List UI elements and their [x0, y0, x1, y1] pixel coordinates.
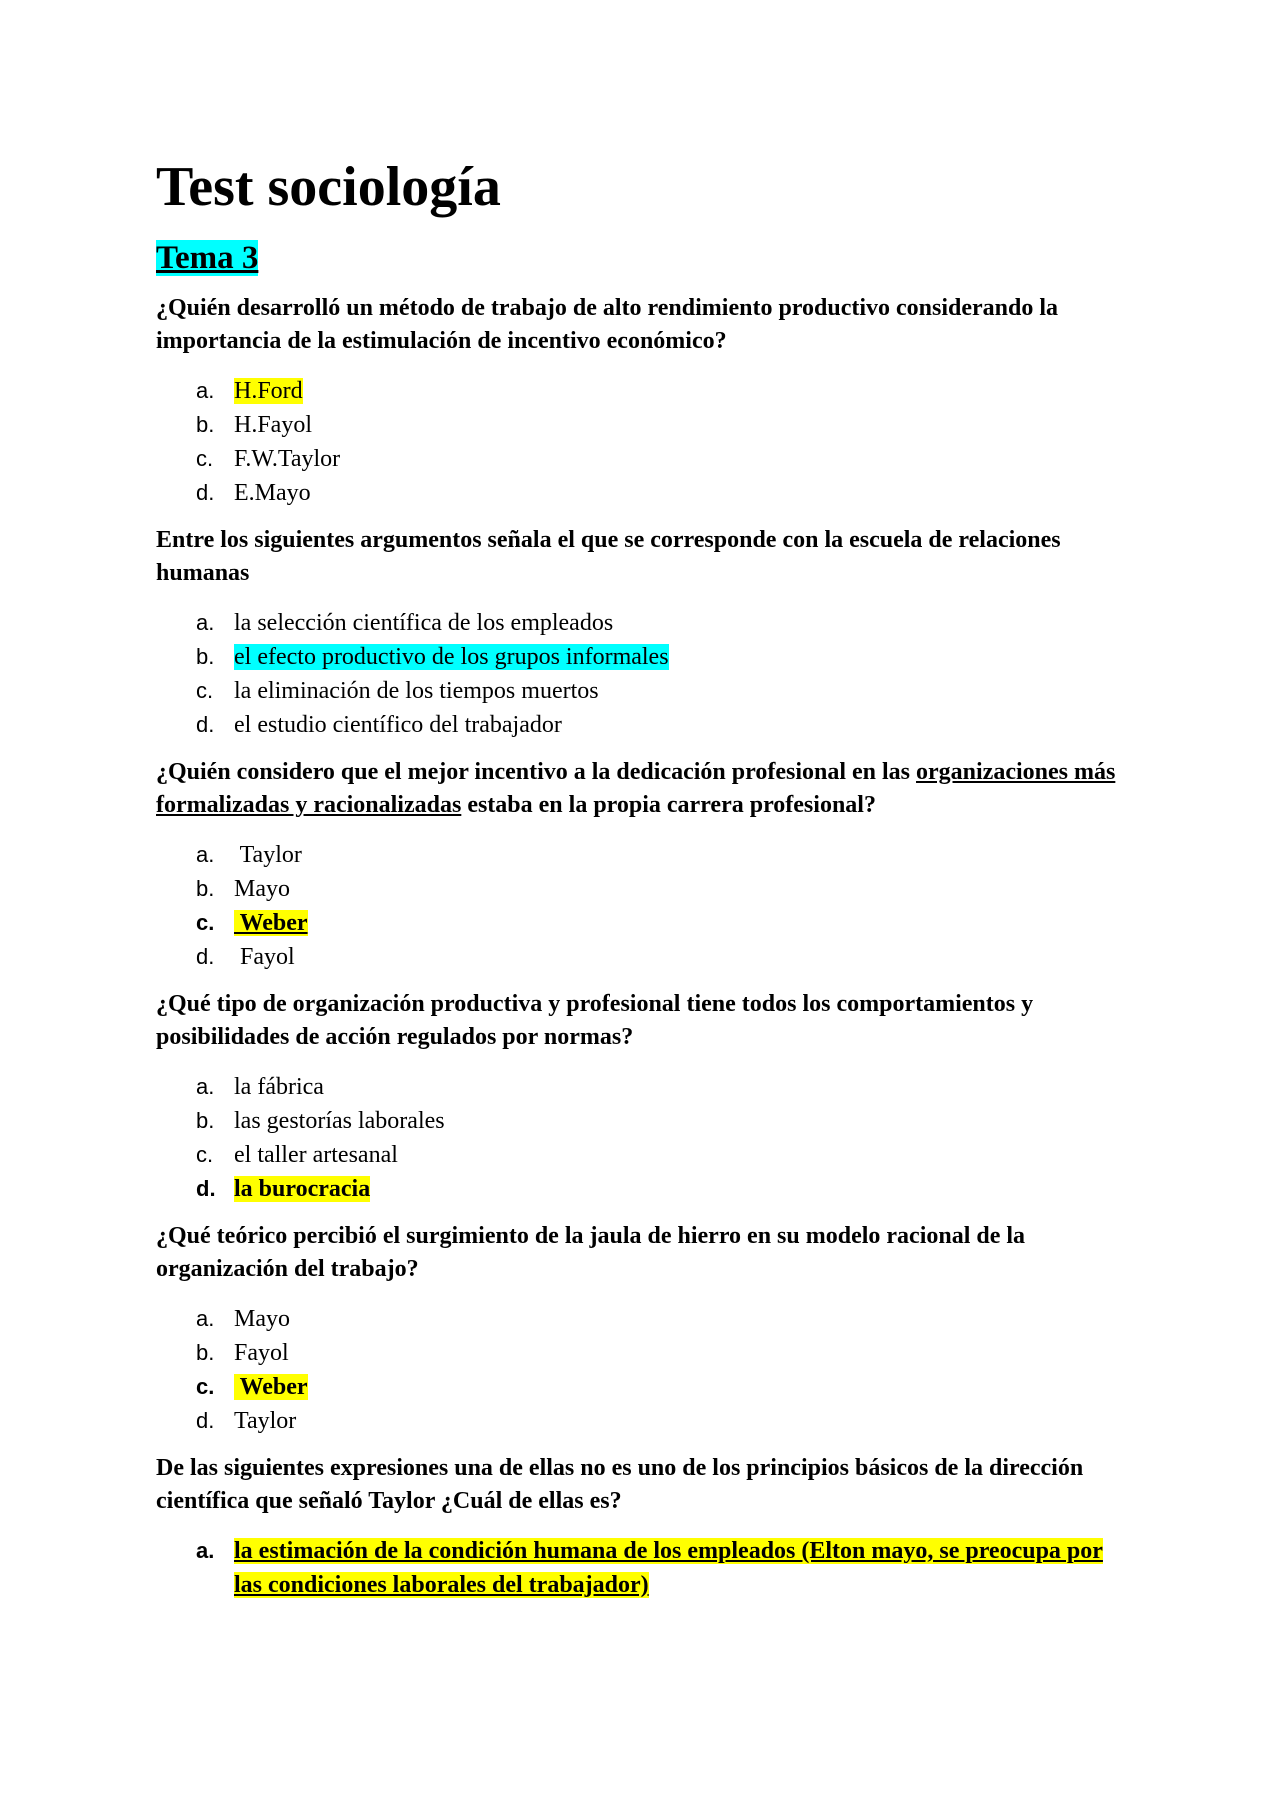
answer-3a [156, 838, 1136, 872]
document-page [156, 150, 1136, 1602]
answer-2a [156, 606, 1136, 640]
question-6: De las siguientes expresiones una de ellas no es uno de los principios básicos de la dirección científica que señaló Taylor ¿Cuál de ellas es? [156, 1455, 1084, 1514]
answer-text: E.Mayo [234, 480, 311, 506]
question-text: ¿Quién considero que el mejor incentivo a la dedicación profesional en las [156, 759, 917, 785]
answer-2d [156, 708, 1136, 742]
answer-5a [156, 1302, 1136, 1336]
answer-3d [156, 940, 1136, 974]
answer-text: Fayol [234, 944, 295, 970]
answer-text: Taylor [234, 842, 302, 868]
answer-text: H.Fayol [234, 412, 312, 438]
answer-text: F.W.Taylor [234, 446, 341, 472]
answer-6a [156, 1534, 1136, 1602]
answer-text: las gestorías laborales [234, 1108, 445, 1134]
answer-3b [156, 872, 1136, 906]
answer-marker: b. [196, 1340, 215, 1365]
answer-marker: a. [196, 1306, 215, 1331]
answer-text: Taylor [234, 1408, 297, 1434]
answer-text: el taller artesanal [234, 1142, 398, 1168]
answer-marker: a. [196, 378, 215, 403]
answer-text: la estimación de la condición humana de los empleados (Elton mayo, se preocupa por las condiciones laborales del trabajador) [234, 1538, 1103, 1598]
answer-2b [156, 640, 1136, 674]
answer-list-4 [156, 1070, 1136, 1206]
answer-1a [156, 374, 1136, 408]
answer-marker: c. [196, 910, 215, 935]
answer-4d [156, 1172, 1136, 1206]
answer-marker: d. [196, 1408, 215, 1433]
answer-text: H.Ford [234, 378, 303, 404]
question-text: estaba en la propia carrera profesional? [461, 792, 876, 818]
answer-text: Weber [234, 910, 308, 936]
question-text-underlined: organizaciones más formalizadas y racionalizadas [156, 759, 1116, 818]
answer-marker: b. [196, 644, 215, 669]
answer-marker: a. [196, 610, 215, 635]
answer-text: la selección científica de los empleados [234, 610, 614, 636]
answer-list-6 [156, 1534, 1136, 1602]
answer-5d [156, 1404, 1136, 1438]
answer-marker: b. [196, 876, 215, 901]
answer-marker: c. [196, 1374, 215, 1399]
answer-marker: c. [196, 1142, 214, 1167]
question-1: ¿Quién desarrolló un método de trabajo de alto rendimiento productivo considerando la importancia de la estimulación de incentivo económico? [156, 295, 1059, 354]
answer-text: Weber [234, 1374, 308, 1400]
answer-marker: d. [196, 944, 215, 969]
answer-marker: b. [196, 1108, 215, 1133]
question-3 [156, 756, 1136, 822]
answer-text: la fábrica [234, 1074, 324, 1100]
answer-list-3 [156, 838, 1136, 974]
question-4: ¿Qué tipo de organización productiva y profesional tiene todos los comportamientos y posibilidades de acción regulados por normas? [156, 991, 1034, 1050]
answer-text: Fayol [234, 1340, 289, 1366]
question-2: Entre los siguientes argumentos señala el que se corresponde con la escuela de relaciones humanas [156, 527, 1061, 586]
section-heading [156, 238, 1136, 278]
answer-list-5 [156, 1302, 1136, 1438]
answer-list-2 [156, 606, 1136, 742]
answer-5c [156, 1370, 1136, 1404]
answer-4b [156, 1104, 1136, 1138]
answer-marker: a. [196, 1074, 215, 1099]
answer-marker: c. [196, 678, 214, 703]
answer-text: Mayo [234, 1306, 290, 1332]
answer-1d [156, 476, 1136, 510]
answer-marker: a. [196, 1538, 215, 1563]
answer-marker: c. [196, 446, 214, 471]
question-5: ¿Qué teórico percibió el surgimiento de la jaula de hierro en su modelo racional de la organización del trabajo? [156, 1223, 1026, 1282]
section-heading-text: Tema 3 [156, 240, 259, 276]
answer-marker: d. [196, 1176, 216, 1201]
answer-text: el efecto productivo de los grupos informales [234, 644, 669, 670]
answer-4c [156, 1138, 1136, 1172]
answer-text: el estudio científico del trabajador [234, 712, 562, 738]
answer-3c [156, 906, 1136, 940]
answer-list-1 [156, 374, 1136, 510]
answer-marker: d. [196, 480, 215, 505]
answer-marker: a. [196, 842, 215, 867]
answer-marker: b. [196, 412, 215, 437]
answer-text: la eliminación de los tiempos muertos [234, 678, 599, 704]
answer-text: la burocracia [234, 1176, 371, 1202]
document-title: Test sociología [156, 156, 501, 218]
answer-text: Mayo [234, 876, 290, 902]
answer-4a [156, 1070, 1136, 1104]
answer-marker: d. [196, 712, 215, 737]
answer-1b [156, 408, 1136, 442]
answer-2c [156, 674, 1136, 708]
answer-5b [156, 1336, 1136, 1370]
answer-1c [156, 442, 1136, 476]
